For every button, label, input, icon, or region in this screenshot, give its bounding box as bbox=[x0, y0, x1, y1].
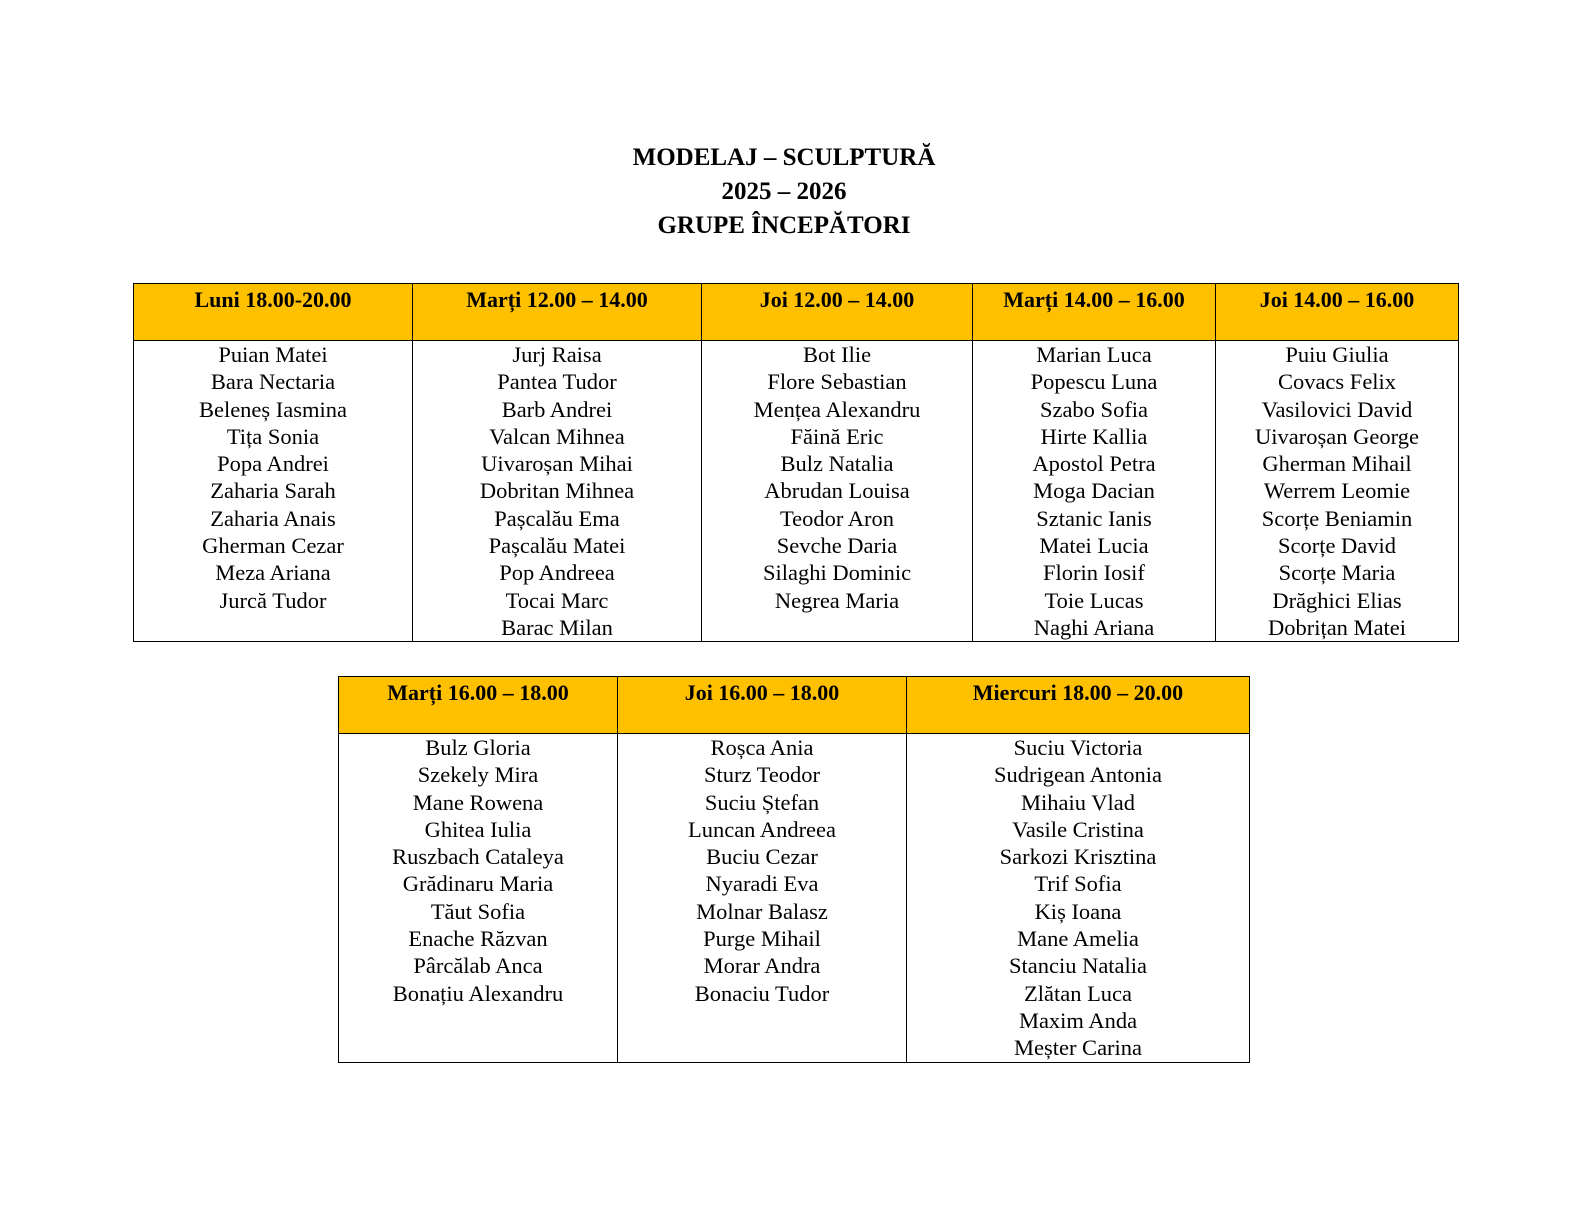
student-name: Pașcalău Matei bbox=[488, 533, 626, 559]
student-name: Maxim Anda bbox=[1018, 1007, 1138, 1033]
names-cell bbox=[702, 341, 973, 642]
student-name: Covacs Felix bbox=[1277, 369, 1397, 395]
student-name: Tița Sonia bbox=[226, 423, 320, 449]
names-cell bbox=[907, 734, 1250, 1063]
name-list bbox=[413, 341, 701, 641]
student-name: Pantea Tudor bbox=[497, 369, 617, 395]
student-name: Bot Ilie bbox=[802, 342, 872, 367]
name-list bbox=[702, 341, 972, 614]
student-name: Drăghici Elias bbox=[1272, 587, 1402, 613]
column-header: Marți 14.00 – 16.00 bbox=[973, 284, 1216, 341]
student-name: Negrea Maria bbox=[774, 587, 900, 613]
student-name: Meza Ariana bbox=[215, 560, 331, 586]
student-name: Nyaradi Eva bbox=[705, 871, 819, 897]
student-name: Apostol Petra bbox=[1032, 451, 1156, 477]
student-name: Pop Andreea bbox=[499, 560, 615, 586]
student-name: Meșter Carina bbox=[1013, 1035, 1143, 1061]
student-name: Bulz Gloria bbox=[425, 735, 531, 760]
student-name: Marian Luca bbox=[1036, 342, 1152, 367]
student-name: Pașcalău Ema bbox=[494, 505, 620, 531]
names-cell bbox=[618, 734, 907, 1063]
student-name: Silaghi Dominic bbox=[762, 560, 912, 586]
student-name: Moga Dacian bbox=[1033, 478, 1155, 504]
names-cell bbox=[973, 341, 1216, 642]
student-name: Flore Sebastian bbox=[767, 369, 907, 395]
student-name: Roșca Ania bbox=[710, 735, 814, 760]
student-name: Bulz Natalia bbox=[780, 451, 894, 477]
student-name: Scorțe David bbox=[1277, 533, 1397, 559]
student-name: Bonațiu Alexandru bbox=[392, 980, 564, 1006]
student-name: Jurj Raisa bbox=[512, 342, 602, 367]
column-header: Marți 16.00 – 18.00 bbox=[339, 677, 618, 734]
name-list bbox=[973, 341, 1215, 641]
column-header: Joi 12.00 – 14.00 bbox=[702, 284, 973, 341]
student-name: Abrudan Louisa bbox=[764, 478, 910, 504]
student-name: Popescu Luna bbox=[1030, 369, 1158, 395]
student-name: Grădinaru Maria bbox=[402, 871, 554, 897]
schedule-table-top bbox=[133, 283, 1459, 642]
column-header: Joi 16.00 – 18.00 bbox=[618, 677, 907, 734]
student-name: Barb Andrei bbox=[501, 396, 613, 422]
student-name: Puian Matei bbox=[218, 342, 328, 367]
student-name: Jurcă Tudor bbox=[219, 587, 327, 613]
student-name: Mane Rowena bbox=[412, 789, 544, 815]
student-name: Bara Nectaria bbox=[210, 369, 336, 395]
student-name: Sturz Teodor bbox=[703, 762, 821, 788]
names-row bbox=[339, 734, 1250, 1063]
student-name: Tăut Sofia bbox=[430, 898, 526, 924]
student-name: Beleneș Iasmina bbox=[198, 396, 348, 422]
column-header: Miercuri 18.00 – 20.00 bbox=[907, 677, 1250, 734]
column-header: Marți 12.00 – 14.00 bbox=[413, 284, 702, 341]
student-name: Popa Andrei bbox=[217, 451, 329, 477]
column-header: Joi 14.00 – 16.00 bbox=[1216, 284, 1459, 341]
schedule-table-bottom bbox=[338, 676, 1250, 1063]
name-list bbox=[618, 734, 906, 1007]
student-name: Buciu Cezar bbox=[706, 844, 818, 870]
names-cell bbox=[413, 341, 702, 642]
title-line-2: 2025 – 2026 bbox=[721, 178, 847, 205]
name-list bbox=[339, 734, 617, 1007]
name-list bbox=[907, 734, 1249, 1062]
student-name: Sztanic Ianis bbox=[1036, 505, 1152, 531]
student-name: Sarkozi Krisztina bbox=[999, 844, 1157, 870]
student-name: Zaharia Sarah bbox=[210, 478, 336, 504]
name-list bbox=[1216, 341, 1458, 641]
student-name: Purge Mihail bbox=[703, 926, 821, 952]
student-name: Suciu Ștefan bbox=[704, 789, 820, 815]
student-name: Florin Iosif bbox=[1043, 560, 1145, 586]
student-name: Molnar Balasz bbox=[696, 898, 828, 924]
student-name: Toie Lucas bbox=[1044, 587, 1144, 613]
document-title bbox=[0, 141, 1568, 243]
student-name: Mane Amelia bbox=[1017, 926, 1139, 952]
student-name: Mihaiu Vlad bbox=[1021, 789, 1135, 815]
header-row bbox=[339, 677, 1250, 734]
student-name: Sudrigean Antonia bbox=[993, 762, 1163, 788]
names-cell bbox=[1216, 341, 1459, 642]
name-list bbox=[134, 341, 412, 614]
student-name: Trif Sofia bbox=[1034, 871, 1122, 897]
student-name: Dobritan Mihnea bbox=[479, 478, 635, 504]
student-name: Pârcălab Anca bbox=[413, 953, 543, 979]
student-name: Stanciu Natalia bbox=[1008, 953, 1148, 979]
student-name: Szabo Sofia bbox=[1039, 396, 1149, 422]
student-name: Zlătan Luca bbox=[1023, 980, 1133, 1006]
student-name: Gherman Mihail bbox=[1262, 451, 1412, 477]
student-name: Vasilovici David bbox=[1261, 396, 1413, 422]
student-name: Gherman Cezar bbox=[202, 533, 344, 559]
student-name: Dobrițan Matei bbox=[1267, 614, 1407, 640]
student-name: Matei Lucia bbox=[1039, 533, 1149, 559]
student-name: Teodor Aron bbox=[779, 505, 895, 531]
title-line-3: GRUPE ÎNCEPĂTORI bbox=[657, 212, 911, 239]
student-name: Puiu Giulia bbox=[1285, 342, 1389, 367]
student-name: Morar Andra bbox=[703, 953, 821, 979]
student-name: Szekely Mira bbox=[417, 762, 539, 788]
student-name: Ruszbach Cataleya bbox=[392, 844, 564, 870]
student-name: Făină Eric bbox=[790, 423, 884, 449]
student-name: Ghitea Iulia bbox=[424, 816, 532, 842]
student-name: Scorțe Beniamin bbox=[1261, 505, 1413, 531]
student-name: Werrem Leomie bbox=[1263, 478, 1411, 504]
names-cell bbox=[134, 341, 413, 642]
student-name: Tocai Marc bbox=[505, 587, 609, 613]
names-row bbox=[134, 341, 1459, 642]
student-name: Naghi Ariana bbox=[1033, 614, 1155, 640]
title-line-1: MODELAJ – SCULPTURĂ bbox=[632, 144, 936, 171]
student-name: Uivaroșan Mihai bbox=[481, 451, 633, 477]
student-name: Bonaciu Tudor bbox=[694, 980, 830, 1006]
student-name: Hirte Kallia bbox=[1040, 423, 1148, 449]
student-name: Luncan Andreea bbox=[687, 816, 837, 842]
student-name: Scorțe Maria bbox=[1278, 560, 1396, 586]
column-header: Luni 18.00-20.00 bbox=[134, 284, 413, 341]
student-name: Uivaroșan George bbox=[1255, 423, 1419, 449]
student-name: Suciu Victoria bbox=[1013, 735, 1143, 760]
student-name: Vasile Cristina bbox=[1012, 816, 1144, 842]
student-name: Mențea Alexandru bbox=[753, 396, 921, 422]
student-name: Enache Răzvan bbox=[408, 926, 548, 952]
student-name: Sevche Daria bbox=[776, 533, 898, 559]
header-row bbox=[134, 284, 1459, 341]
names-cell bbox=[339, 734, 618, 1063]
student-name: Valcan Mihnea bbox=[489, 423, 625, 449]
student-name: Zaharia Anais bbox=[210, 505, 336, 531]
student-name: Barac Milan bbox=[501, 614, 613, 640]
student-name: Kiș Ioana bbox=[1034, 898, 1122, 924]
